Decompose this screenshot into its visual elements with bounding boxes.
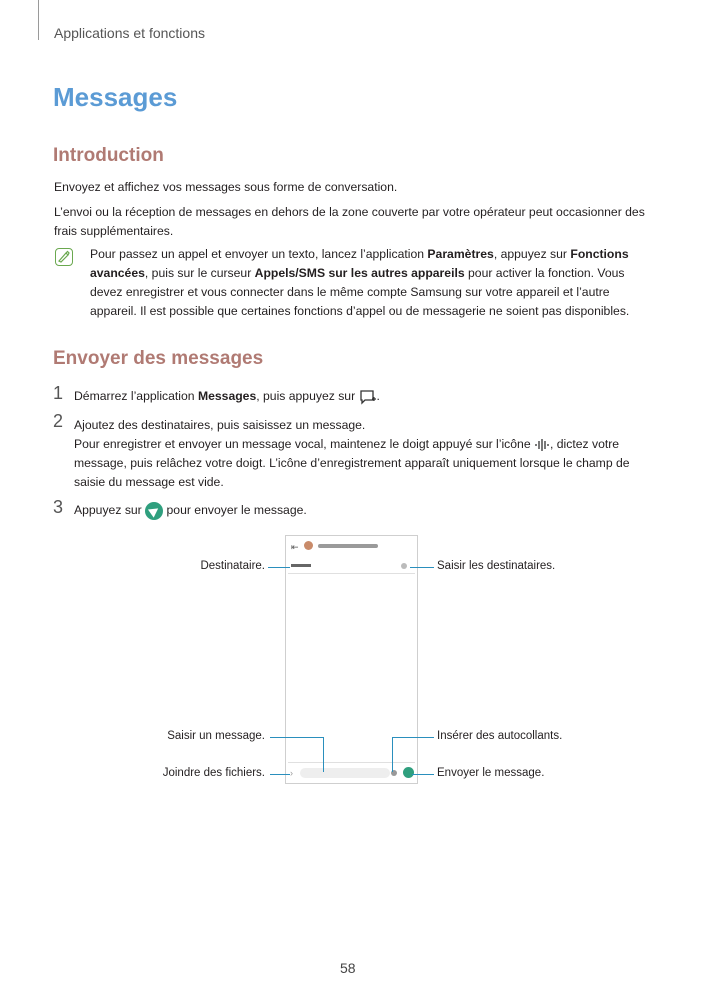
add-recipient-icon[interactable] <box>401 563 407 569</box>
conversation-title <box>318 544 378 548</box>
compose-icon <box>359 389 377 405</box>
divider <box>288 573 415 574</box>
step-number: 3 <box>53 497 64 517</box>
send-icon <box>145 502 163 520</box>
recipient-field[interactable] <box>291 564 311 567</box>
intro-heading: Introduction <box>53 145 164 166</box>
callout-saisir-destinataires: Saisir les destinataires. <box>437 560 556 572</box>
callout-joindre: Joindre des fichiers. <box>162 767 265 779</box>
voice-record-icon <box>534 438 550 452</box>
callout-line <box>412 774 434 775</box>
avatar <box>304 541 313 550</box>
callout-destinataire: Destinataire. <box>200 560 265 572</box>
callout-line <box>270 737 324 738</box>
note-text: Pour passez un appel et envoyer un texto, lancez l’application Paramètres, appuyez sur Fonctions avancées, puis sur le curseur Appels/SMS sur les autres appareils pour activer la fonction. Vous devez enregistrer et vous connecter dans le même compte Samsung sur votre appareil et l’autre appareil. Il est possible que certaines fonctions d’appel ou de messagerie ne soient pas disponibles. <box>90 247 630 318</box>
callout-line <box>410 567 434 568</box>
intro-paragraph-1: Envoyez et affichez vos messages sous forme de conversation. <box>54 180 398 194</box>
step-number: 1 <box>53 383 64 403</box>
intro-paragraph-2: L’envoi ou la réception de messages en dehors de la zone couverte par votre opérateur peut occasionner des frais supplémentaires. <box>54 205 645 238</box>
phone-screenshot <box>285 535 418 784</box>
message-input[interactable] <box>300 768 390 778</box>
callout-line <box>392 737 434 738</box>
page-number: 58 <box>340 960 356 976</box>
callout-saisir-message: Saisir un message. <box>167 730 265 742</box>
callout-envoyer: Envoyer le message. <box>437 767 545 779</box>
callout-line <box>323 737 324 772</box>
step-2-text: Ajoutez des destinataires, puis saisissez un message. Pour enregistrer et envoyer un message vocal, maintenez le doigt appuyé sur l’icône , dictez votre message, puis relâchez votre doigt. L’icône d’enregistrement apparaît uniquement lorsque le champ de saisie du message est vide. <box>74 418 630 489</box>
section-header: Applications et fonctions <box>54 25 205 41</box>
callout-line <box>270 774 290 775</box>
back-arrow-icon: ⇤ <box>291 542 299 552</box>
send-heading: Envoyer des messages <box>53 348 264 369</box>
header-rule <box>38 0 39 40</box>
callout-line <box>268 567 290 568</box>
note-icon <box>55 248 73 266</box>
attach-icon[interactable]: › <box>290 768 293 778</box>
step-number: 2 <box>53 411 64 431</box>
send-button[interactable] <box>403 767 414 778</box>
step-3-text: Appuyez sur pour envoyer le message. <box>74 501 654 520</box>
step-1-text: Démarrez l’application Messages, puis appuyez sur . <box>74 389 380 403</box>
divider <box>288 762 415 763</box>
page-title: Messages <box>53 82 178 112</box>
callout-line <box>392 737 393 772</box>
callout-autocollants: Insérer des autocollants. <box>437 730 563 742</box>
